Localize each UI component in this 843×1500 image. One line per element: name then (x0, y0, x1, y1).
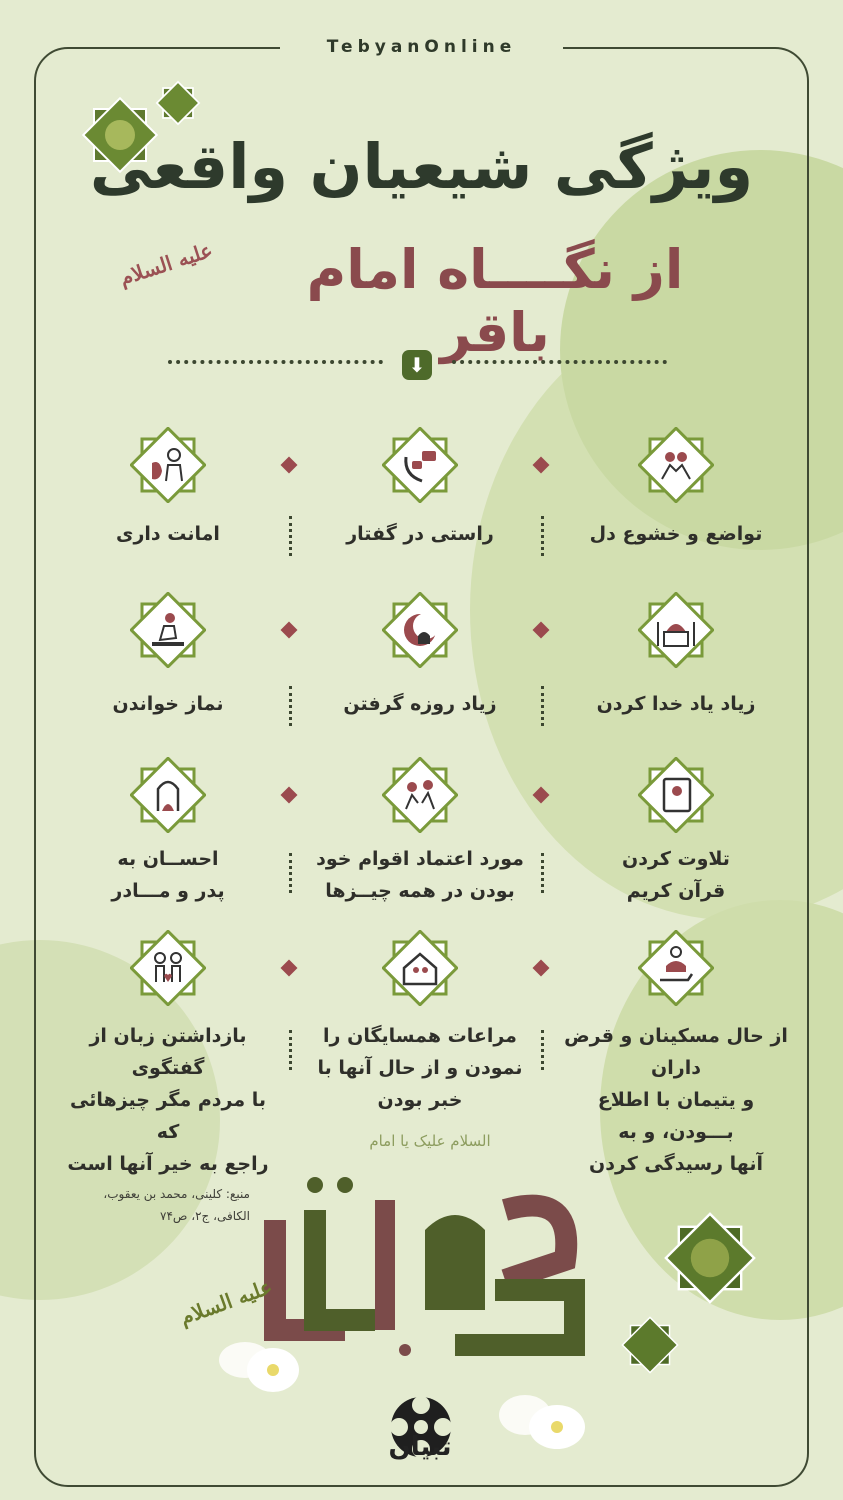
tebyan-logo-icon (383, 1372, 459, 1482)
trait-label-line: نمودن و از حال آنها با (317, 1057, 523, 1079)
trait-label (561, 1020, 791, 1180)
honorific-calligraphy: علیه السلام (116, 237, 216, 291)
trait-label-line: راستی در گفتار (346, 523, 494, 545)
trait-label (561, 518, 791, 550)
trait-label-line: آنها رسیدگی کردن (588, 1153, 763, 1175)
trait-label-line: و یتیمان با اطلاع بـــودن، و به (597, 1089, 755, 1143)
humility-hands-icon (638, 427, 714, 503)
trait-label-line: با مردم مگر چیزهائی که (70, 1089, 266, 1143)
trait-label-line: مراعات همسایگان را (323, 1025, 517, 1047)
trust-person-icon (130, 427, 206, 503)
trait-label-line: بازداشتن زبان از گفتگوی (89, 1025, 247, 1079)
arrow-down-icon: ⬇ (402, 350, 432, 380)
prayer-person-icon (130, 592, 206, 668)
islamic-star-ornament-icon (620, 1315, 680, 1375)
neighbors-house-icon (382, 930, 458, 1006)
phone-chat-icon (382, 427, 458, 503)
trait-label-line: پدر و مـــادر (111, 880, 225, 902)
charity-hand-icon (638, 930, 714, 1006)
separator-dots (541, 686, 544, 726)
divider-dots (452, 360, 667, 364)
separator-dots (289, 686, 292, 726)
mosque-icon (638, 592, 714, 668)
trait-label-line: راجع به خیر آنها است (67, 1153, 269, 1175)
trait-label-line: زیاد یاد خدا کردن (596, 693, 756, 715)
trait-label-line: خبر بودن (377, 1089, 463, 1111)
white-flower-icon (495, 1385, 590, 1455)
separator-dots (289, 853, 292, 893)
salam-text: السلام علیک یا امام (369, 1132, 491, 1150)
separator-dots (541, 516, 544, 556)
source-line: منبع: کلینی، محمد بن یعقوب، (103, 1187, 250, 1201)
trait-label (310, 518, 530, 550)
divider-dots (168, 360, 383, 364)
family-heart-icon (130, 930, 206, 1006)
separator-dots (289, 1030, 292, 1070)
trait-label (310, 688, 530, 720)
source-line: الکافی، ج۲، ص۷۴ (160, 1209, 250, 1223)
mother-icon (130, 757, 206, 833)
islamic-star-ornament-icon (662, 1210, 758, 1306)
quran-book-icon (638, 757, 714, 833)
trait-label-line: امانت داری (116, 523, 220, 545)
trait-label (58, 688, 278, 720)
trait-label (561, 688, 791, 720)
logo-text: تبیان (388, 1432, 452, 1462)
trait-label-line: نماز خواندن (112, 693, 224, 715)
trait-label-line: بودن در همه چیــزها (325, 880, 515, 902)
trait-label-line: تلاوت کردن (622, 848, 730, 870)
calligraphy-honorific: علیه السلام (176, 1274, 276, 1330)
trusted-people-icon (382, 757, 458, 833)
page-title: ویژگی شیعیان واقعی (89, 130, 754, 203)
crescent-mosque-icon (382, 592, 458, 668)
page-subtitle: از نگــــاه امام باقر (306, 238, 684, 364)
trait-label-line: زیاد روزه گرفتن (343, 693, 497, 715)
trait-label-line: احســان به (117, 848, 219, 870)
trait-label (58, 518, 278, 550)
source-citation (60, 1183, 250, 1227)
trait-label (58, 1020, 278, 1180)
brand-top: TebyanOnline (280, 33, 563, 61)
trait-label-line: تواضع و خشوع دل (589, 523, 763, 545)
trait-label (561, 843, 791, 907)
separator-dots (541, 1030, 544, 1070)
islamic-star-ornament-icon (155, 80, 201, 126)
trait-label (58, 843, 278, 907)
trait-label-line: قرآن کریم (626, 880, 726, 902)
separator-dots (289, 516, 292, 556)
trait-label-line: از حال مسکینان و قرض داران (564, 1025, 788, 1079)
white-flower-icon (215, 1330, 305, 1400)
trait-label (310, 1020, 530, 1116)
trait-label-line: مورد اعتماد اقوام خود (316, 848, 524, 870)
trait-label (310, 843, 530, 907)
separator-dots (541, 853, 544, 893)
